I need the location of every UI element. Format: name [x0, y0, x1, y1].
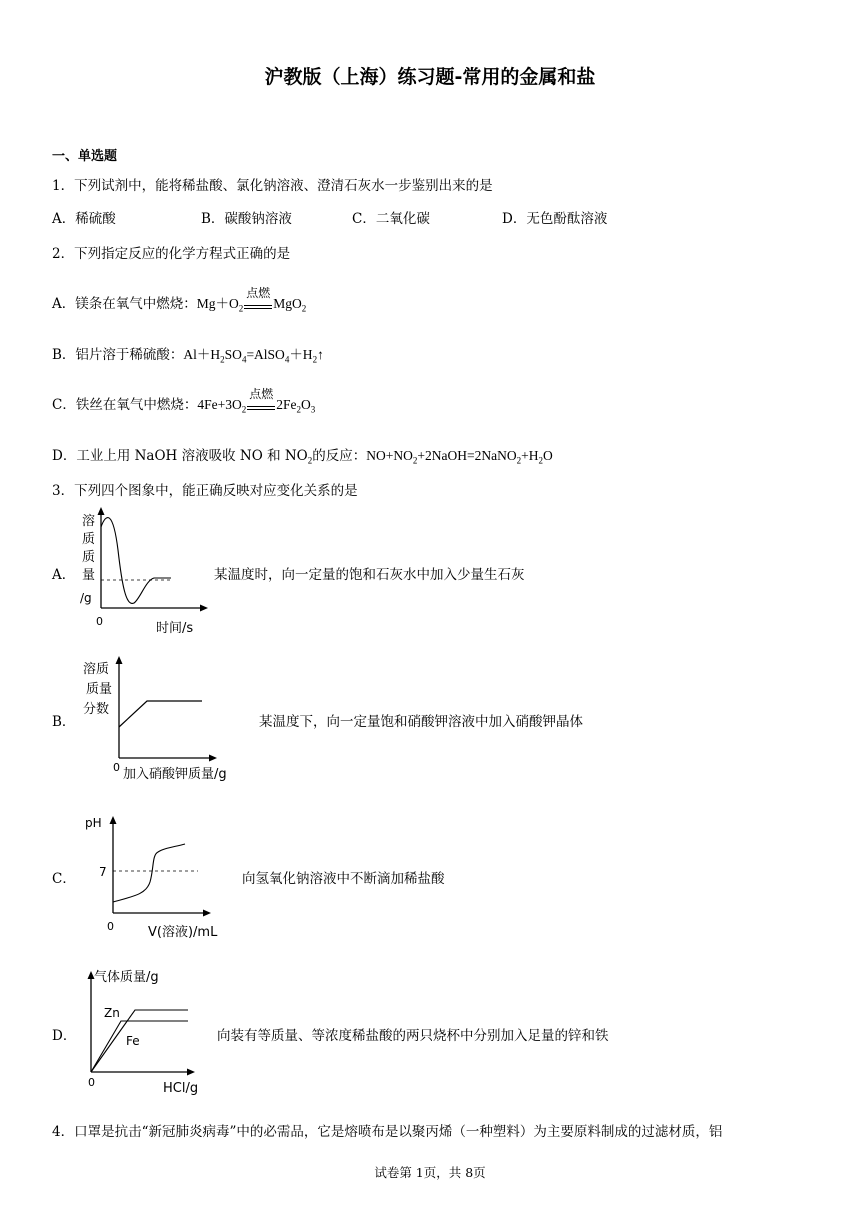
graph-a-origin: 0 — [96, 615, 103, 628]
graph-a-ylabel-1: 溶 — [82, 514, 96, 529]
question-2-option-d: D．工业上用 NaOH 溶液吸收 NO 和 $NO_2$的反应：$NO+NO_2+2NaOH=2NaNO_2+H_2O$ — [52, 448, 553, 466]
graph-d-xlabel: HCl/g — [163, 1081, 199, 1096]
graph-a — [76, 505, 211, 635]
option-b-label: B．铝片溶于稀硫酸： — [52, 347, 184, 363]
question-1-option-c: C．二氧化碳 — [352, 211, 430, 227]
graph-d-ylabel: 气体质量/g — [94, 970, 159, 985]
option-d-equation: $NO+NO_2+2NaOH=2NaNO_2+H_2O$ — [366, 448, 553, 466]
graph-c-ylabel: pH — [85, 816, 102, 830]
graph-b-xlabel: 加入硝酸钾质量/g — [123, 767, 227, 782]
question-1-stem: 1．下列试剂中，能将稀盐酸、氯化钠溶液、澄清石灰水一步鉴别出来的是 — [52, 178, 493, 194]
graph-d-series-fe: Fe — [126, 1034, 140, 1048]
question-1-option-d: D．无色酚酞溶液 — [502, 211, 608, 227]
question-1-option-b: B．碳酸钠溶液 — [201, 211, 292, 227]
graph-c-xlabel: V(溶液)/mL — [148, 925, 218, 940]
graph-a-yunit: /g — [80, 591, 92, 605]
graph-b-origin: 0 — [113, 761, 120, 774]
graph-b-ylabel-1: 溶质 — [83, 662, 110, 677]
page-footer: 试卷第 1页，共 8页 — [374, 1165, 486, 1180]
question-3-option-d-letter: D． — [52, 1028, 77, 1044]
graph-d — [80, 965, 220, 1100]
question-2-option-c — [52, 386, 316, 415]
question-3-option-b-letter: B． — [52, 714, 76, 730]
option-a-label: A．镁条在氧气中燃烧： — [52, 296, 197, 312]
page-title: 沪教版（上海）练习题-常用的金属和盐 — [264, 66, 596, 88]
graph-d-origin: 0 — [88, 1076, 95, 1089]
graph-a-ylabel-4: 量 — [82, 568, 96, 583]
option-b-equation: $Al+H_2SO_4=AlSO_4+H_2↑$ — [183, 347, 324, 365]
graph-c-seven-label: 7 — [99, 865, 107, 879]
graph-d-series-zn: Zn — [104, 1006, 120, 1020]
question-4-stem: 4．口罩是抗击“新冠肺炎病毒”中的必需品，它是熔喷布是以聚丙烯（一种塑料）为主要原料制成的过滤材质，铝 — [52, 1124, 723, 1140]
graph-a-ylabel-3: 质 — [82, 550, 96, 565]
question-2-option-a — [52, 285, 307, 314]
reaction-condition: 点燃 — [246, 399, 276, 415]
question-3-option-b-text: 某温度下，向一定量饱和硝酸钾溶液中加入硝酸钾晶体 — [259, 714, 583, 730]
graph-b-ylabel-3: 分数 — [83, 702, 110, 717]
graph-a-xlabel: 时间/s — [156, 621, 194, 635]
question-2-stem: 2．下列指定反应的化学方程式正确的是 — [52, 246, 291, 262]
reaction-condition: 点燃 — [243, 298, 273, 314]
option-c-label: C．铁丝在氧气中燃烧： — [52, 397, 198, 413]
graph-a-ylabel-2: 质 — [82, 532, 96, 547]
question-3-stem: 3．下列四个图象中，能正确反映对应变化关系的是 — [52, 483, 358, 499]
section-heading: 一、单选题 — [52, 149, 118, 164]
question-1-option-a: A．稀硫酸 — [52, 211, 116, 227]
question-3-option-c-letter: C． — [52, 871, 76, 887]
question-3-option-a-text: 某温度时，向一定量的饱和石灰水中加入少量生石灰 — [214, 567, 525, 583]
question-3-option-c-text: 向氢氧化钠溶液中不断滴加稀盐酸 — [242, 871, 445, 887]
graph-c — [80, 810, 235, 940]
question-3-option-a-letter: A． — [52, 567, 76, 583]
option-c-equation: $4Fe+3O_2$ 点燃 $2Fe_2O_3$ — [197, 386, 316, 415]
question-3-option-d-text: 向装有等质量、等浓度稀盐酸的两只烧杯中分别加入足量的锌和铁 — [217, 1028, 609, 1044]
graph-b-ylabel-2: 质量 — [86, 682, 113, 697]
question-2-option-b — [52, 343, 324, 365]
option-d-label: D．工业上用 NaOH 溶液吸收 NO 和 NO — [52, 448, 308, 464]
graph-b — [80, 650, 255, 785]
graph-c-origin: 0 — [107, 920, 114, 933]
option-a-equation: $Mg+O_2$ 点燃 MgO$_2$ — [196, 285, 307, 314]
